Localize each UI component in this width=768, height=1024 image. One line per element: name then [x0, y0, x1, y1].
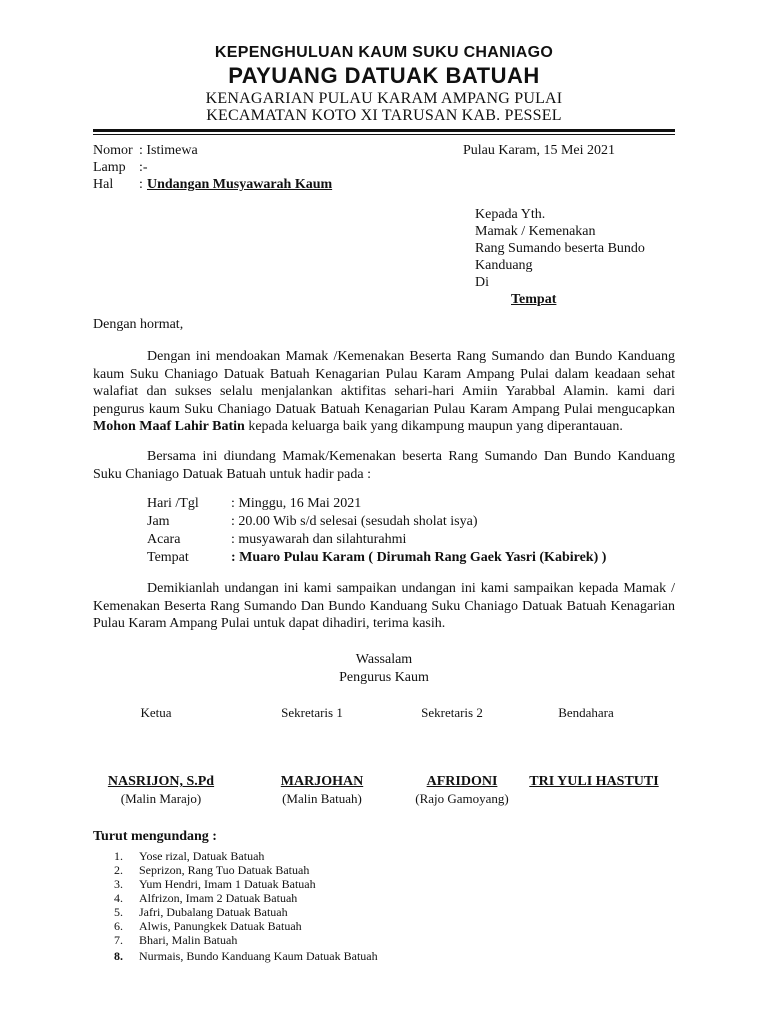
signatory-role-ketua: Ketua [140, 705, 172, 720]
turut-item-num: 3. [114, 877, 123, 891]
letterhead-org: KEPENGHULUAN KAUM SUKU CHANIAGO [214, 44, 554, 61]
turut-item-num: 1. [114, 849, 123, 863]
letterhead-title: PAYUANG DATUAK BATUAH [228, 63, 540, 88]
paragraph-opening-text: Dengan ini mendoakan Mamak /Kemenakan Beserta Rang Sumando dan Bundo Kanduang kaum Suku Chaniago Datuak Batuah Kenagarian Pulau Karam Ampang Pulai dalam keadaan sehat walafiat dan sukses selalu menjalankan aktifitas sehari-hari Amiin Yarabbal Alamin. kami dari pengurus kaum Suku Chaniago Datuak Batuah Kenagarian Pulau Karam Ampang Pulai mengucapkan [93, 349, 675, 417]
paragraph-closing: Demikianlah undangan ini kami sampaikan undangan ini kami sampaikan kepada Mamak / Kemenakan Beserta Rang Sumando Dan Bundo Kanduang Suku Chaniago Datuak Batuah Kenagarian Pulau Karam Ampang Pulai untuk dapat dihadiri, terima kasih. [93, 581, 675, 631]
signatory-title-sekretaris-1: (Malin Batuah) [282, 791, 362, 806]
paragraph-opening [93, 348, 675, 436]
turut-item-text: Bhari, Malin Batuah [139, 933, 238, 947]
nomor-value: : Istimewa [139, 143, 198, 158]
greeting: Dengan hormat, [93, 317, 184, 332]
turut-item-text: Seprizon, Rang Tuo Datuak Batuah [139, 863, 310, 877]
hal-colon: : [139, 177, 143, 192]
recipient-line-4: Kanduang [475, 258, 533, 273]
signatory-role-sekretaris-1: Sekretaris 1 [281, 705, 343, 720]
turut-item-text: Nurmais, Bundo Kanduang Kaum Datuak Batuah [139, 949, 378, 963]
turut-item-num: 6. [114, 919, 123, 933]
paragraph-invitation: Bersama ini diundang Mamak/Kemenakan beserta Rang Sumando Dan Bundo Kanduang Suku Chaniago Datuak Batuah untuk hadir pada : [93, 449, 675, 482]
turut-item-text: Yose rizal, Datuak Batuah [139, 849, 265, 863]
turut-item-num: 5. [114, 905, 123, 919]
turut-item-text: Alwis, Panungkek Datuak Batuah [139, 919, 302, 933]
signatory-role-bendahara: Bendahara [558, 705, 614, 720]
letterhead-rule-thin [93, 134, 675, 135]
signatory-name-ketua: NASRIJON, S.Pd [107, 774, 215, 789]
lamp-label: Lamp [93, 160, 126, 175]
event-value-agenda: : musyawarah dan silahturahmi [231, 532, 407, 547]
letterhead-district: KECAMATAN KOTO XI TARUSAN KAB. PESSEL [206, 107, 562, 124]
turut-item-text: Alfrizon, Imam 2 Datuak Batuah [139, 891, 298, 905]
signatory-role-sekretaris-2: Sekretaris 2 [421, 705, 483, 720]
signatory-title-ketua: (Malin Marajo) [120, 791, 202, 806]
event-label-time: Jam [147, 514, 170, 529]
signatory-title-sekretaris-2: (Rajo Gamoyang) [415, 791, 509, 806]
letter-date: Pulau Karam, 15 Mei 2021 [463, 143, 616, 158]
recipient-line-1: Kepada Yth. [475, 207, 546, 222]
turut-item-num: 2. [114, 863, 123, 877]
event-label-date: Hari /Tgl [147, 496, 199, 511]
turut-item-num: 8. [114, 949, 123, 963]
signatory-name-sekretaris-1: MARJOHAN [280, 774, 364, 789]
turut-item-text: Jafri, Dubalang Datuak Batuah [139, 905, 288, 919]
letterhead-rule-thick [93, 129, 675, 132]
event-value-place: : Muaro Pulau Karam ( Dirumah Rang Gaek Yasri (Kabirek) ) [231, 550, 607, 565]
signatory-name-sekretaris-2: AFRIDONI [426, 774, 498, 789]
event-value-date: : Minggu, 16 Mai 2021 [231, 496, 362, 511]
recipient-line-2: Mamak / Kemenakan [475, 224, 596, 239]
paragraph-opening-bold: Mohon Maaf Lahir Batin [93, 419, 245, 434]
closing-pengurus: Pengurus Kaum [339, 670, 429, 685]
recipient-line-5: Di [475, 275, 489, 290]
event-label-agenda: Acara [147, 532, 181, 547]
turut-item-num: 7. [114, 933, 123, 947]
turut-item-text: Yum Hendri, Imam 1 Datuak Batuah [139, 877, 316, 891]
event-label-place: Tempat [147, 550, 189, 565]
recipient-line-3: Rang Sumando beserta Bundo [475, 241, 645, 256]
closing-wassalam: Wassalam [355, 652, 413, 667]
nomor-label: Nomor [93, 143, 133, 158]
lamp-value: :- [139, 160, 148, 175]
event-value-time: : 20.00 Wib s/d selesai (sesudah sholat isya) [231, 514, 478, 529]
letterhead-village: KENAGARIAN PULAU KARAM AMPANG PULAI [205, 90, 563, 107]
hal-value: Undangan Musyawarah Kaum [147, 177, 333, 192]
paragraph-opening-end: kepada keluarga baik yang dikampung maupun yang diperantauan. [244, 419, 623, 434]
signatory-name-bendahara: TRI YULI HASTUTI [529, 774, 659, 789]
hal-label: Hal [93, 177, 114, 192]
recipient-place: Tempat [511, 292, 557, 307]
turut-item-num: 4. [114, 891, 123, 905]
turut-heading: Turut mengundang : [93, 829, 217, 844]
